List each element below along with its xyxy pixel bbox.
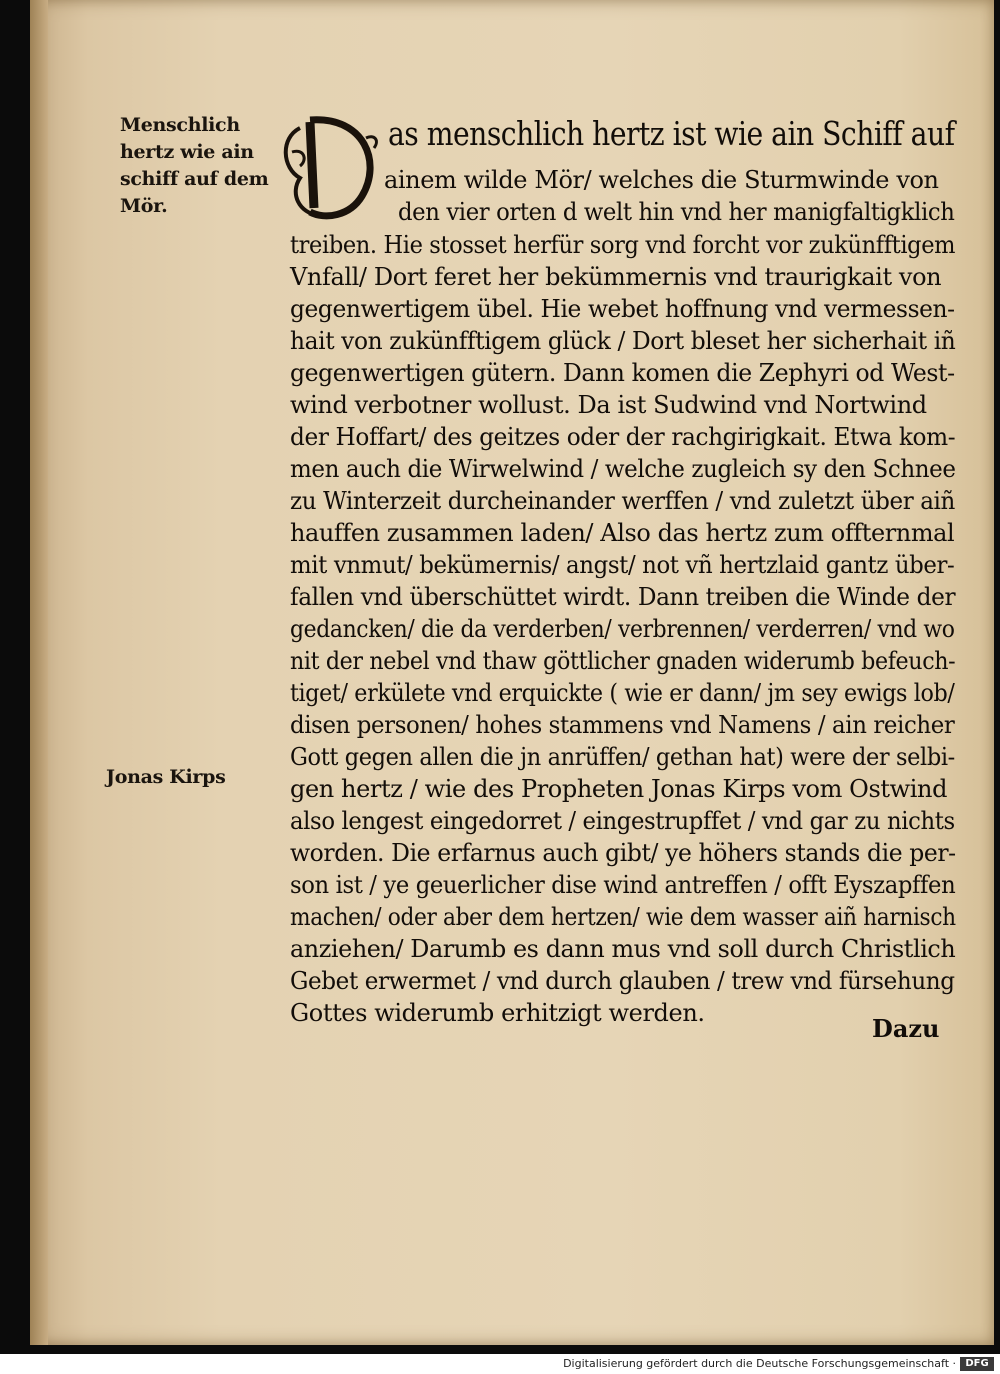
margin-note-line: Mör. — [120, 195, 168, 217]
text-line: gen hertz / wie des Propheten Jonas Kirps vom Ostwind — [290, 775, 948, 803]
drop-cap-initial — [270, 108, 388, 224]
text-line: tiget/ erkülete vnd erquickte ( wie er dann/ jm sey ewigs lob/ — [290, 679, 955, 707]
margin-note-jonas — [106, 764, 226, 791]
text-line: Gebet erwermet / vnd durch glauben / trew vnd fürsehung — [290, 967, 955, 995]
text-line: ainem wilde Mör/ welches die Sturmwinde von — [384, 166, 939, 194]
text-line: son ist / ye geuerlicher dise wind antreffen / offt Eyszapffen — [290, 871, 956, 899]
text-line: as menschlich hertz ist wie ain Schiff auf — [388, 114, 955, 153]
margin-note-line: Menschlich — [120, 114, 240, 136]
page-gutter — [30, 0, 48, 1345]
text-line: hait von zukünfftigem glück / Dort bleset her sicherhait iñ — [290, 327, 956, 355]
margin-note-line: Jonas Kirps — [106, 766, 226, 788]
text-line: gedancken/ die da verderben/ verbrennen/ verderren/ vnd wo — [290, 615, 955, 643]
text-line: Gottes widerumb erhitzigt werden. — [290, 999, 705, 1027]
text-line: men auch die Wirwelwind / welche zugleich sy den Schnee — [290, 455, 956, 483]
footer-attribution — [0, 1354, 1000, 1374]
text-line: anziehen/ Darumb es dann mus vnd soll durch Christlich — [290, 935, 956, 963]
text-line: machen/ oder aber dem hertzen/ wie dem wasser aiñ harnisch — [290, 903, 956, 931]
text-line: mit vnmut/ bekümernis/ angst/ not vñ hertzlaid gantz über- — [290, 551, 955, 579]
catchword: Dazu — [872, 1014, 940, 1043]
text-line: hauffen zusammen laden/ Also das hertz zum offternmal — [290, 519, 955, 547]
text-line: Vnfall/ Dort feret her bekümmernis vnd traurigkait von — [290, 263, 942, 291]
margin-note-line: hertz wie ain — [120, 141, 254, 163]
text-line: Gott gegen allen die jn anrüffen/ gethan hat) were der selbi- — [290, 743, 955, 771]
margin-note-line: schiff auf dem — [120, 168, 269, 190]
dfg-logo: DFG — [960, 1357, 994, 1371]
text-line: zu Winterzeit durcheinander werffen / vnd zuletzt über aiñ — [290, 487, 955, 515]
text-line: den vier orten d welt hin vnd her manigfaltigklich — [398, 198, 955, 226]
text-line: gegenwertigem übel. Hie webet hoffnung vnd vermessen- — [290, 295, 955, 323]
text-line: treiben. Hie stosset herfür sorg vnd forcht vor zukünfftigem — [290, 231, 956, 259]
margin-note-menschlich — [120, 112, 268, 220]
text-line: der Hoffart/ des geitzes oder der rachgirigkait. Etwa kom- — [290, 423, 956, 451]
text-line: disen personen/ hohes stammens vnd Namens / ain reicher — [290, 711, 955, 739]
footer-text: Digitalisierung gefördert durch die Deutsche Forschungsgemeinschaft · — [563, 1357, 956, 1370]
text-line: worden. Die erfarnus auch gibt/ ye höhers stands die per- — [290, 839, 956, 867]
text-line: also lengest eingedorret / eingestrupffet / vnd gar zu nichts — [290, 807, 955, 835]
text-line: wind verbotner wollust. Da ist Sudwind vnd Nortwind — [290, 391, 927, 419]
text-line: fallen vnd überschüttet wirdt. Dann treiben die Winde der — [290, 583, 956, 611]
text-line: nit der nebel vnd thaw göttlicher gnaden widerumb befeuch- — [290, 647, 956, 675]
text-line: gegenwertigen gütern. Dann komen die Zephyri od West- — [290, 359, 955, 387]
